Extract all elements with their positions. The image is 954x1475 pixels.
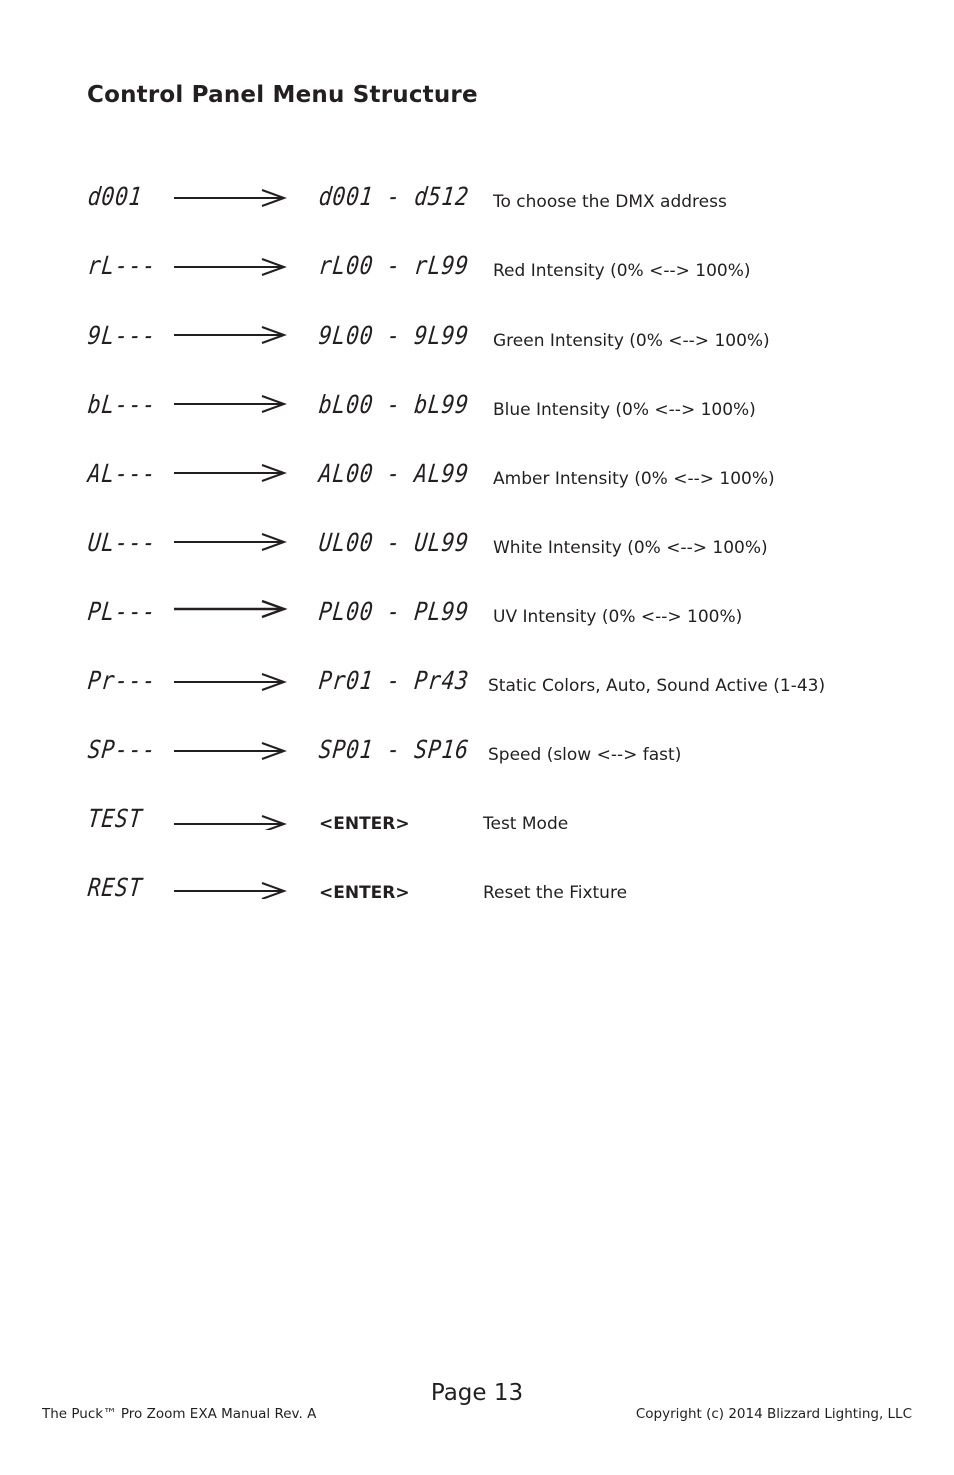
menu-row-uv xyxy=(0,597,954,637)
menu-row-amber xyxy=(0,459,954,499)
menu-range-enter: <ENTER> xyxy=(319,814,410,834)
menu-range: Pr01 - Pr43 xyxy=(317,666,471,695)
page-number: Page 13 xyxy=(430,1380,524,1406)
arrow-right-icon xyxy=(174,875,288,899)
menu-row-speed xyxy=(0,735,954,775)
arrow-right-icon xyxy=(174,253,288,277)
arrow-right-icon xyxy=(174,806,288,830)
menu-code: TEST xyxy=(86,804,145,833)
menu-row-dmx-address xyxy=(0,182,954,222)
menu-range: UL00 - UL99 xyxy=(317,528,471,557)
footer-manual-title: The Puck™ Pro Zoom EXA Manual Rev. A xyxy=(42,1406,317,1422)
menu-row-test xyxy=(0,804,954,844)
arrow-right-icon xyxy=(174,323,288,347)
menu-code: SP--- xyxy=(86,735,158,764)
menu-range: d001 - d512 xyxy=(317,182,471,211)
menu-description: Reset the Fixture xyxy=(483,883,628,903)
menu-row-red xyxy=(0,251,954,291)
menu-description: Green Intensity (0% <--> 100%) xyxy=(493,331,770,351)
menu-description: Red Intensity (0% <--> 100%) xyxy=(493,261,751,281)
page-title: Control Panel Menu Structure xyxy=(87,82,478,108)
arrow-right-icon xyxy=(174,737,288,761)
menu-code: 9L--- xyxy=(86,321,158,350)
arrow-right-icon xyxy=(174,530,288,554)
menu-description: Blue Intensity (0% <--> 100%) xyxy=(493,400,756,420)
menu-code: AL--- xyxy=(86,459,158,488)
menu-range: PL00 - PL99 xyxy=(317,597,471,626)
menu-code: Pr--- xyxy=(86,666,158,695)
arrow-right-icon xyxy=(174,668,288,692)
menu-code: REST xyxy=(86,873,145,902)
menu-description: To choose the DMX address xyxy=(493,192,727,212)
menu-code: PL--- xyxy=(86,597,158,626)
menu-description: Speed (slow <--> fast) xyxy=(488,745,682,765)
menu-description: UV Intensity (0% <--> 100%) xyxy=(493,607,743,627)
arrow-right-icon xyxy=(174,392,288,416)
arrow-right-icon xyxy=(174,461,288,485)
footer-copyright: Copyright (c) 2014 Blizzard Lighting, LLC xyxy=(635,1406,912,1422)
menu-range-enter: <ENTER> xyxy=(319,883,410,903)
menu-row-blue xyxy=(0,390,954,430)
menu-description: Test Mode xyxy=(483,814,569,834)
menu-description: White Intensity (0% <--> 100%) xyxy=(493,538,768,558)
menu-description: Amber Intensity (0% <--> 100%) xyxy=(493,469,775,489)
menu-range: 9L00 - 9L99 xyxy=(317,321,471,350)
menu-range: AL00 - AL99 xyxy=(317,459,471,488)
menu-code: rL--- xyxy=(86,251,158,280)
menu-description: Static Colors, Auto, Sound Active (1-43) xyxy=(488,676,826,696)
arrow-right-icon xyxy=(174,599,288,623)
menu-range: bL00 - bL99 xyxy=(317,390,471,419)
menu-row-reset xyxy=(0,873,954,913)
menu-code: bL--- xyxy=(86,390,158,419)
menu-row-programs xyxy=(0,666,954,706)
menu-row-green xyxy=(0,321,954,361)
menu-code: d001 xyxy=(86,182,145,211)
menu-code: UL--- xyxy=(86,528,158,557)
menu-range: SP01 - SP16 xyxy=(317,735,471,764)
menu-row-white xyxy=(0,528,954,568)
arrow-right-icon xyxy=(174,184,288,208)
menu-range: rL00 - rL99 xyxy=(317,251,471,280)
